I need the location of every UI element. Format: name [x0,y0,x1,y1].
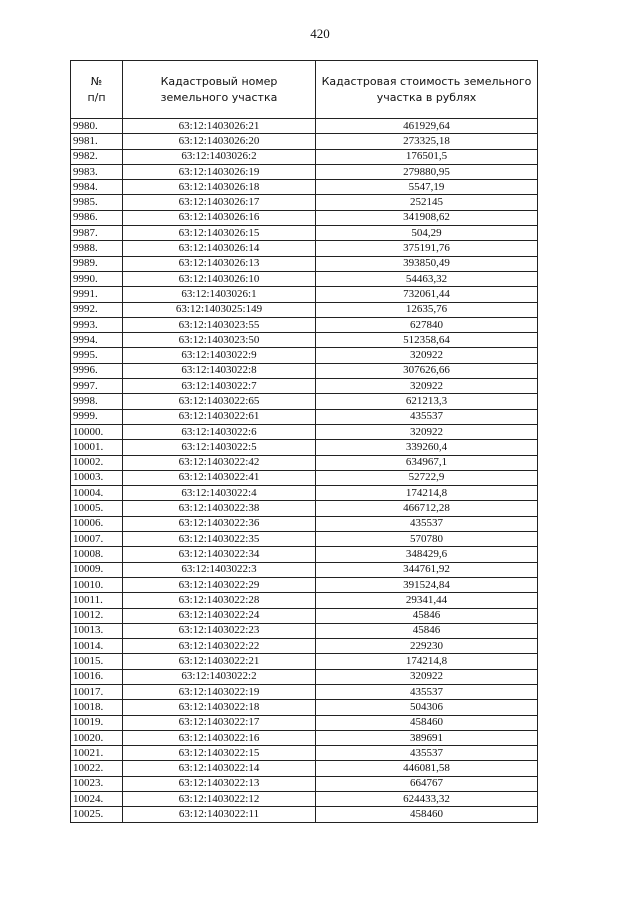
table-row [71,532,538,547]
row-number-cell: 9992. [71,302,123,317]
row-number-cell: 10014. [71,639,123,654]
cadastral-cost-cell: 229230 [316,639,538,654]
table-row [71,639,538,654]
row-number-cell: 10020. [71,730,123,745]
row-number-cell: 10021. [71,746,123,761]
cadastral-number-cell: 63:12:1403022:19 [123,684,316,699]
cadastral-cost-cell: 732061,44 [316,287,538,302]
table-row [71,287,538,302]
row-number-cell: 10008. [71,547,123,562]
table-row [71,119,538,134]
cadastral-cost-cell: 621213,3 [316,394,538,409]
cadastral-number-cell: 63:12:1403023:55 [123,317,316,332]
row-number-cell: 10001. [71,440,123,455]
cadastral-number-cell: 63:12:1403026:17 [123,195,316,210]
cadastral-cost-cell: 375191,76 [316,241,538,256]
cadastral-cost-cell: 174214,8 [316,486,538,501]
cadastral-cost-cell: 252145 [316,195,538,210]
cadastral-number-cell: 63:12:1403022:23 [123,623,316,638]
row-number-cell: 9984. [71,180,123,195]
cadastral-cost-cell: 339260,4 [316,440,538,455]
table-row [71,180,538,195]
cadastral-cost-cell: 29341,44 [316,593,538,608]
row-number-cell: 10004. [71,486,123,501]
table-row [71,164,538,179]
cadastral-number-cell: 63:12:1403026:10 [123,271,316,286]
cadastral-cost-cell: 348429,6 [316,547,538,562]
header-number [71,61,123,119]
cadastral-cost-cell: 461929,64 [316,119,538,134]
cadastral-number-cell: 63:12:1403022:42 [123,455,316,470]
table-row [71,684,538,699]
table-row [71,379,538,394]
table-row [71,654,538,669]
cadastral-number-cell: 63:12:1403022:8 [123,363,316,378]
table-row [71,623,538,638]
header-cadastral-number-text: Кадастровый номер земельного участка [160,74,278,104]
cadastral-cost-cell: 320922 [316,424,538,439]
cadastral-cost-cell: 344761,92 [316,562,538,577]
row-number-cell: 10012. [71,608,123,623]
cadastral-cost-cell: 504306 [316,700,538,715]
header-cadastral-cost-text: Кадастровая стоимость земельного участка в рублях [321,74,532,104]
cadastral-number-cell: 63:12:1403022:29 [123,577,316,592]
table-row [71,409,538,424]
table-row [71,149,538,164]
cadastral-cost-cell: 435537 [316,409,538,424]
cadastral-number-cell: 63:12:1403022:3 [123,562,316,577]
cadastral-number-cell: 63:12:1403023:50 [123,333,316,348]
row-number-cell: 9994. [71,333,123,348]
table-row [71,424,538,439]
cadastral-cost-cell: 435537 [316,684,538,699]
table-row [71,501,538,516]
cadastral-cost-cell: 458460 [316,807,538,822]
cadastral-cost-cell: 435537 [316,746,538,761]
row-number-cell: 10005. [71,501,123,516]
cadastral-number-cell: 63:12:1403022:35 [123,532,316,547]
cadastral-cost-cell: 176501,5 [316,149,538,164]
cadastral-cost-cell: 320922 [316,669,538,684]
row-number-cell: 9987. [71,226,123,241]
header-cadastral-cost [316,61,538,119]
cadastral-cost-cell: 279880,95 [316,164,538,179]
cadastral-cost-cell: 307626,66 [316,363,538,378]
table-row [71,807,538,822]
cadastral-cost-cell: 174214,8 [316,654,538,669]
row-number-cell: 9999. [71,409,123,424]
cadastral-number-cell: 63:12:1403022:22 [123,639,316,654]
row-number-cell: 10015. [71,654,123,669]
table-row [71,394,538,409]
table-row [71,195,538,210]
cadastral-number-cell: 63:12:1403022:6 [123,424,316,439]
row-number-cell: 9990. [71,271,123,286]
row-number-cell: 10017. [71,684,123,699]
cadastral-cost-cell: 54463,32 [316,271,538,286]
cadastral-cost-cell: 52722,9 [316,470,538,485]
page-number: 420 [310,26,330,41]
cadastral-number-cell: 63:12:1403022:61 [123,409,316,424]
table-row [71,593,538,608]
row-number-cell: 9991. [71,287,123,302]
cadastral-number-cell: 63:12:1403022:16 [123,730,316,745]
cadastral-number-cell: 63:12:1403026:19 [123,164,316,179]
cadastral-number-cell: 63:12:1403026:21 [123,119,316,134]
cadastral-table [70,60,538,823]
row-number-cell: 10016. [71,669,123,684]
cadastral-number-cell: 63:12:1403026:20 [123,134,316,149]
table-row [71,669,538,684]
row-number-cell: 10022. [71,761,123,776]
row-number-cell: 9981. [71,134,123,149]
cadastral-cost-cell: 627840 [316,317,538,332]
cadastral-number-cell: 63:12:1403022:24 [123,608,316,623]
table-row [71,333,538,348]
row-number-cell: 10019. [71,715,123,730]
cadastral-cost-cell: 512358,64 [316,333,538,348]
cadastral-number-cell: 63:12:1403022:9 [123,348,316,363]
row-number-cell: 10000. [71,424,123,439]
cadastral-cost-cell: 446081,58 [316,761,538,776]
row-number-cell: 10025. [71,807,123,822]
cadastral-cost-cell: 45846 [316,608,538,623]
cadastral-number-cell: 63:12:1403022:38 [123,501,316,516]
table-row [71,562,538,577]
cadastral-cost-cell: 504,29 [316,226,538,241]
cadastral-number-cell: 63:12:1403022:17 [123,715,316,730]
cadastral-number-cell: 63:12:1403026:18 [123,180,316,195]
cadastral-cost-cell: 320922 [316,348,538,363]
row-number-cell: 9989. [71,256,123,271]
table-row [71,363,538,378]
table-row [71,730,538,745]
row-number-cell: 10009. [71,562,123,577]
cadastral-number-cell: 63:12:1403022:34 [123,547,316,562]
cadastral-cost-cell: 5547,19 [316,180,538,195]
cadastral-number-cell: 63:12:1403022:15 [123,746,316,761]
cadastral-number-cell: 63:12:1403022:65 [123,394,316,409]
row-number-cell: 9983. [71,164,123,179]
table-header [71,61,538,119]
table-row [71,317,538,332]
cadastral-cost-cell: 435537 [316,516,538,531]
cadastral-number-cell: 63:12:1403022:14 [123,761,316,776]
table-row [71,271,538,286]
row-number-cell: 9988. [71,241,123,256]
cadastral-cost-cell: 570780 [316,532,538,547]
header-cadastral-number [123,61,316,119]
table-row [71,516,538,531]
table-row [71,776,538,791]
header-number-text: № п/п [87,74,106,104]
row-number-cell: 9997. [71,379,123,394]
cadastral-number-cell: 63:12:1403026:1 [123,287,316,302]
row-number-cell: 9982. [71,149,123,164]
cadastral-number-cell: 63:12:1403022:18 [123,700,316,715]
table-row [71,440,538,455]
row-number-cell: 10024. [71,792,123,807]
row-number-cell: 9980. [71,119,123,134]
cadastral-number-cell: 63:12:1403022:41 [123,470,316,485]
row-number-cell: 9995. [71,348,123,363]
table-row [71,547,538,562]
cadastral-number-cell: 63:12:1403022:21 [123,654,316,669]
row-number-cell: 10003. [71,470,123,485]
cadastral-number-cell: 63:12:1403022:13 [123,776,316,791]
cadastral-number-cell: 63:12:1403026:15 [123,226,316,241]
table-row [71,577,538,592]
table-row [71,761,538,776]
table-row [71,608,538,623]
cadastral-number-cell: 63:12:1403022:36 [123,516,316,531]
cadastral-cost-cell: 12635,76 [316,302,538,317]
row-number-cell: 10018. [71,700,123,715]
row-number-cell: 9998. [71,394,123,409]
cadastral-number-cell: 63:12:1403022:7 [123,379,316,394]
cadastral-number-cell: 63:12:1403022:11 [123,807,316,822]
row-number-cell: 10013. [71,623,123,638]
table-row [71,210,538,225]
table-row [71,455,538,470]
table-row [71,486,538,501]
cadastral-number-cell: 63:12:1403022:28 [123,593,316,608]
cadastral-cost-cell: 393850,49 [316,256,538,271]
cadastral-cost-cell: 466712,28 [316,501,538,516]
table-row [71,715,538,730]
table-row [71,226,538,241]
table-row [71,134,538,149]
table-row [71,700,538,715]
cadastral-cost-cell: 273325,18 [316,134,538,149]
cadastral-cost-cell: 389691 [316,730,538,745]
row-number-cell: 10023. [71,776,123,791]
row-number-cell: 9996. [71,363,123,378]
cadastral-cost-cell: 320922 [316,379,538,394]
row-number-cell: 10006. [71,516,123,531]
cadastral-number-cell: 63:12:1403026:2 [123,149,316,164]
cadastral-cost-cell: 664767 [316,776,538,791]
table-row [71,348,538,363]
cadastral-cost-cell: 458460 [316,715,538,730]
cadastral-number-cell: 63:12:1403022:4 [123,486,316,501]
table-row [71,241,538,256]
row-number-cell: 10011. [71,593,123,608]
table-row [71,792,538,807]
cadastral-number-cell: 63:12:1403022:2 [123,669,316,684]
table-row [71,302,538,317]
row-number-cell: 9993. [71,317,123,332]
cadastral-number-cell: 63:12:1403026:16 [123,210,316,225]
table-row [71,746,538,761]
row-number-cell: 10007. [71,532,123,547]
cadastral-number-cell: 63:12:1403022:5 [123,440,316,455]
table-row [71,470,538,485]
cadastral-number-cell: 63:12:1403025:149 [123,302,316,317]
cadastral-number-cell: 63:12:1403026:13 [123,256,316,271]
cadastral-number-cell: 63:12:1403026:14 [123,241,316,256]
cadastral-cost-cell: 45846 [316,623,538,638]
row-number-cell: 10010. [71,577,123,592]
table-body [71,119,538,823]
row-number-cell: 9985. [71,195,123,210]
table-row [71,256,538,271]
cadastral-cost-cell: 391524,84 [316,577,538,592]
row-number-cell: 10002. [71,455,123,470]
cadastral-cost-cell: 634967,1 [316,455,538,470]
cadastral-number-cell: 63:12:1403022:12 [123,792,316,807]
cadastral-cost-cell: 341908,62 [316,210,538,225]
cadastral-cost-cell: 624433,32 [316,792,538,807]
row-number-cell: 9986. [71,210,123,225]
